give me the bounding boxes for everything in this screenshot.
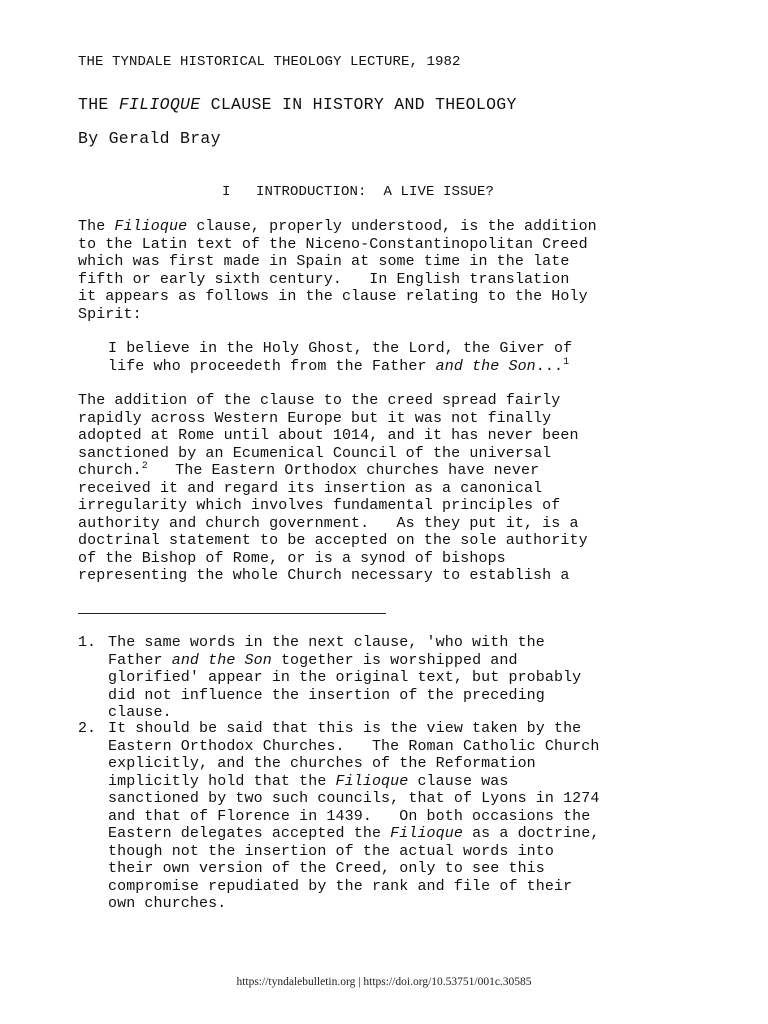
text-line: of the Bishop of Rome, or is a synod of bishops <box>78 549 506 567</box>
lecture-heading: THE TYNDALE HISTORICAL THEOLOGY LECTURE, 1982 <box>78 54 461 70</box>
text-line <box>108 652 581 670</box>
text-span: clause was <box>408 772 509 790</box>
text-line: The addition of the clause to the creed spread fairly <box>78 392 561 409</box>
footnote-marker[interactable]: 2 <box>141 461 148 472</box>
text-span: Father <box>108 651 172 669</box>
text-line: it appears as follows in the clause relating to the Holy <box>78 288 588 305</box>
text-line <box>78 218 597 236</box>
text-line: clause. <box>108 704 172 721</box>
paragraph-intro <box>78 218 597 323</box>
italic-term: and the Son <box>435 357 536 375</box>
article-title <box>78 96 517 114</box>
text-line: authority and church government. As they put it, is a <box>78 514 579 532</box>
text-span: implicitly hold that the <box>108 772 336 790</box>
text-line <box>108 358 572 376</box>
text-line <box>108 825 600 843</box>
text-line: did not influence the insertion of the preceding <box>108 686 545 704</box>
creed-quotation <box>108 340 572 375</box>
text-line: explicitly, and the churches of the Reformation <box>108 755 536 772</box>
paragraph-history <box>78 392 588 585</box>
text-line: glorified' appear in the original text, but probably <box>108 669 582 686</box>
text-line: It should be said that this is the view taken by the <box>108 720 582 737</box>
text-line: irregularity which involves fundamental principles of <box>78 497 561 514</box>
text-span: ... <box>535 357 564 375</box>
text-line: though not the insertion of the actual words into <box>108 842 554 860</box>
text-line: doctrinal statement to be accepted on the sole authority <box>78 532 588 549</box>
author-byline: By Gerald Bray <box>78 129 221 148</box>
text-line: received it and regard its insertion as a canonical <box>78 479 543 497</box>
footnote-number: 2. <box>78 720 97 737</box>
doi-footer-link[interactable]: https://tyndalebulletin.org | https://doi.org/10.53751/001c.30585 <box>236 976 532 988</box>
text-line: which was first made in Spain at some time in the late <box>78 253 570 270</box>
italic-term: Filioque <box>114 218 188 235</box>
text-line: sanctioned by two such councils, that of Lyons in 1274 <box>108 790 600 807</box>
text-line: adopted at Rome until about 1014, and it has never been <box>78 427 579 444</box>
text-span: Eastern delegates accepted the <box>108 825 391 842</box>
italic-term: Filioque <box>390 825 463 842</box>
text-line: rapidly across Western Europe but it was not finally <box>78 409 552 427</box>
text-span: life who proceedeth from the Father <box>108 357 436 375</box>
text-span: as a doctrine, <box>462 825 600 842</box>
text-span: together is worshipped and <box>271 651 518 669</box>
text-line: The same words in the next clause, 'who with the <box>108 634 545 651</box>
text-line: own churches. <box>108 895 227 912</box>
text-line: sanctioned by an Ecumenical Council of the universal <box>78 444 552 462</box>
text-line <box>108 773 600 791</box>
footnote-marker[interactable]: 1 <box>563 356 570 368</box>
text-line: representing the whole Church necessary to establish a <box>78 567 570 584</box>
text-line: to the Latin text of the Niceno-Constantinopolitan Creed <box>78 235 588 253</box>
title-suffix: CLAUSE IN HISTORY AND THEOLOGY <box>200 95 517 114</box>
text-line <box>78 462 588 480</box>
title-italic-word: FILIOQUE <box>118 95 201 114</box>
text-line: Spirit: <box>78 305 142 323</box>
text-span: church. <box>78 462 142 479</box>
text-line: their own version of the Creed, only to see this <box>108 860 545 877</box>
footnote-body <box>108 720 600 913</box>
text-span: The Eastern Orthodox churches have never <box>147 462 540 479</box>
section-heading: I INTRODUCTION: A LIVE ISSUE? <box>222 184 495 200</box>
text-span: The <box>78 218 115 235</box>
footnote-divider <box>78 613 386 614</box>
text-span: clause, properly understood, is the addition <box>187 218 597 235</box>
text-line: and that of Florence in 1439. On both occasions the <box>108 807 591 825</box>
text-line: Eastern Orthodox Churches. The Roman Catholic Church <box>108 737 600 755</box>
footnote-body <box>108 634 581 722</box>
text-line: I believe in the Holy Ghost, the Lord, the Giver of <box>108 340 573 357</box>
text-line: compromise repudiated by the rank and file of their <box>108 877 573 895</box>
text-line: fifth or early sixth century. In English translation <box>78 270 570 288</box>
title-prefix: THE <box>78 95 119 114</box>
footnote-number: 1. <box>78 634 97 651</box>
italic-term: and the Son <box>171 651 272 669</box>
italic-term: Filioque <box>335 772 409 790</box>
